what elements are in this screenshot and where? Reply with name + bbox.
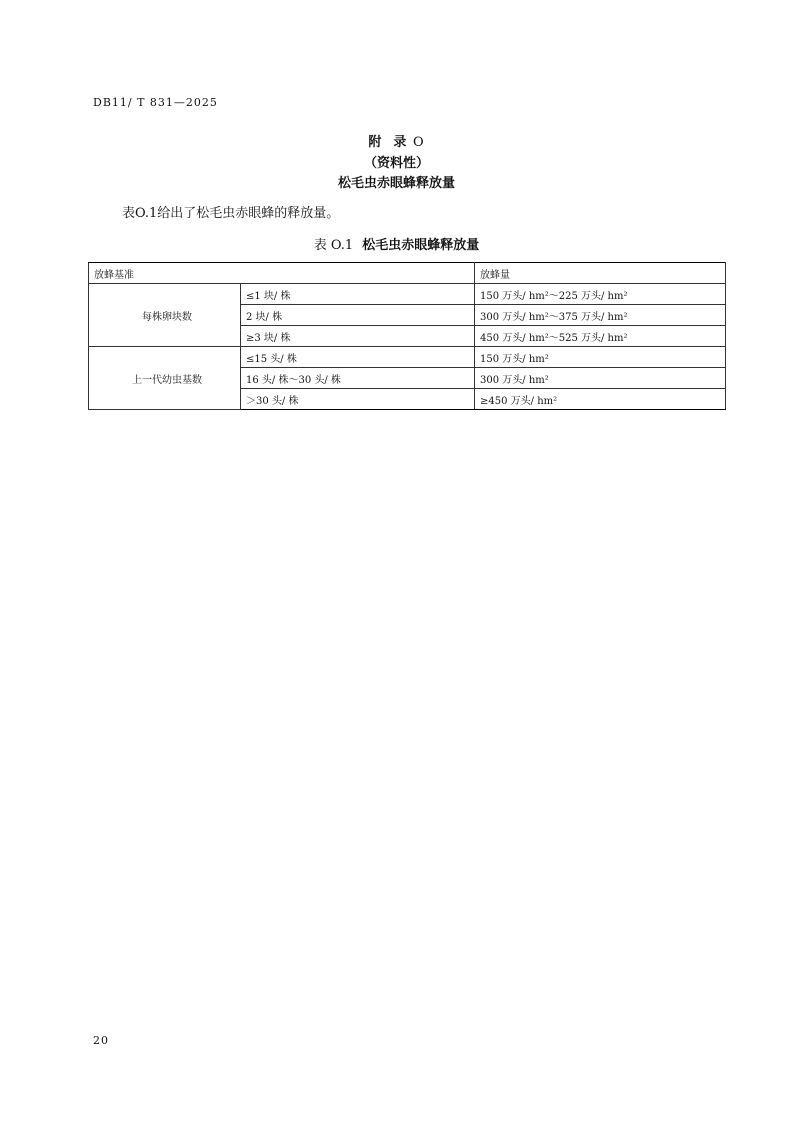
amount-cell: 300 万头/ hm²～375 万头/ hm² (475, 305, 726, 326)
group-label-larvae-base: 上一代幼虫基数 (89, 347, 241, 410)
group-label-egg-masses: 每株卵块数 (89, 284, 241, 347)
amount-cell: 300 万头/ hm² (475, 368, 726, 389)
appendix-title-label: 附 录 (368, 135, 413, 150)
amount-cell: ≥450 万头/ hm² (475, 389, 726, 410)
amount-cell: 150 万头/ hm² (475, 347, 726, 368)
appendix-title-number: O (412, 135, 425, 150)
table-header-row (89, 263, 726, 284)
condition-cell: ＞30 头/ 株 (241, 389, 475, 410)
page-number: 20 (93, 1034, 109, 1047)
condition-cell: 2 块/ 株 (241, 305, 475, 326)
table-caption-number: 表 O.1 (313, 238, 354, 253)
amount-cell: 150 万头/ hm²～225 万头/ hm² (475, 284, 726, 305)
condition-cell: 16 头/ 株～30 头/ 株 (241, 368, 475, 389)
standard-code: DB11/ T 831—2025 (93, 96, 218, 109)
table-caption-title: 松毛虫赤眼蜂释放量 (362, 238, 480, 253)
appendix-name: 松毛虫赤眼蜂释放量 (337, 176, 455, 191)
intro-paragraph: 表O.1给出了松毛虫赤眼蜂的释放量。 (122, 206, 340, 221)
release-amount-table (88, 262, 726, 410)
condition-cell: ≥3 块/ 株 (241, 326, 475, 347)
condition-cell: ≤1 块/ 株 (241, 284, 475, 305)
appendix-nature: （资料性） (363, 156, 429, 171)
table-row (89, 284, 726, 305)
header-amount: 放蜂量 (475, 263, 726, 284)
amount-cell: 450 万头/ hm²～525 万头/ hm² (475, 326, 726, 347)
table-row (89, 347, 726, 368)
table-caption (0, 234, 793, 253)
condition-cell: ≤15 头/ 株 (241, 347, 475, 368)
header-basis: 放蜂基准 (89, 263, 475, 284)
appendix-title (0, 131, 793, 150)
